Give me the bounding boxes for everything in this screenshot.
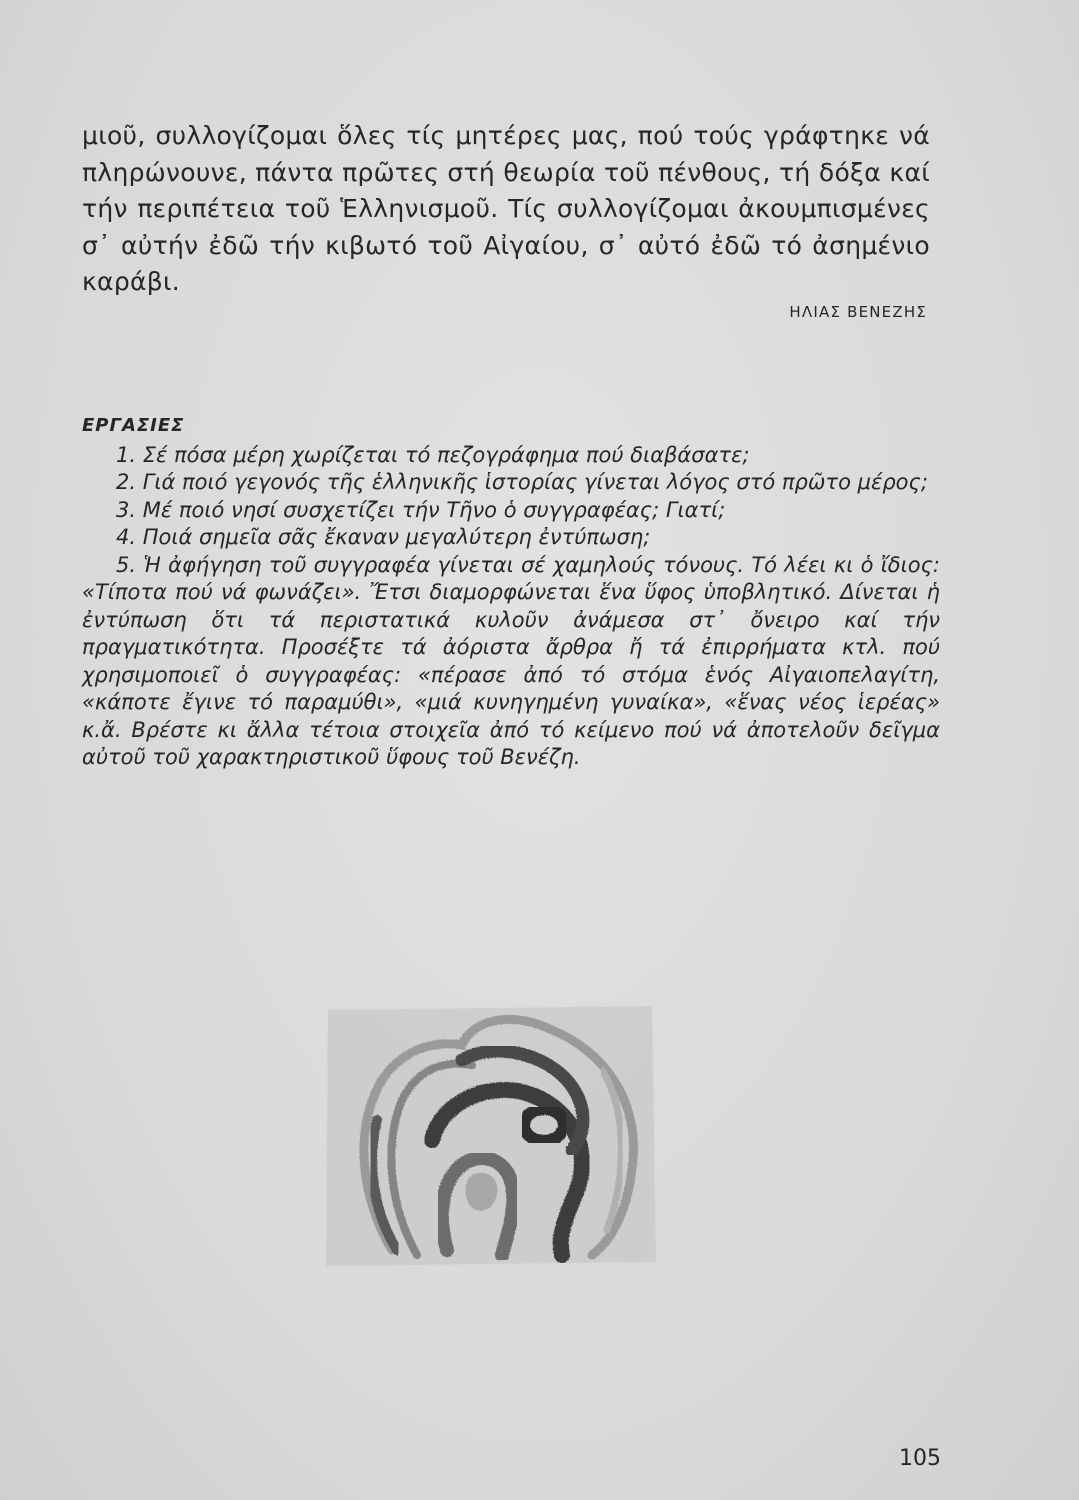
tasks-heading: ΕΡΓΑΣΙΕΣ	[82, 415, 185, 436]
tasks-list	[82, 442, 940, 772]
tasks-section	[82, 412, 940, 772]
abstract-illustration-svg	[322, 1000, 658, 1270]
task-item-2: 2. Γιά ποιό γεγονός τῆς ἑλληνικῆς ἱστορίας γίνεται λόγος στό πρῶτο μέρος;	[116, 470, 928, 494]
task-item-3: 3. Μέ ποιό νησί συσχετίζει τήν Τῆνο ὁ συγγραφέας; Γιατί;	[116, 497, 726, 522]
task-item-5: 5. Ἡ ἀφήγηση τοῦ συγγραφέα γίνεται σέ χαμηλούς τόνους. Τό λέει κι ὁ ἴδιος: «Τίποτα πού νά φωνάζει». Ἔτσι διαμορφώνεται ἕνα ὕφος ὑποβλητικό. Δίνεται ἡ ἐντύπωση ὅτι τά περιστατικά κυλοῦν ἀνάμεσα στ᾽ ὄνειρο καί τήν πραγματικότητα. Προσέξτε τά ἀόριστα ἄρθρα ἤ τά ἐπιρρήματα κτλ. πού χρησιμοποιεῖ ὁ συγγραφέας: «πέρασε ἀπό τό στόμα ἑνός Αἰγαιοπελαγίτη, «κάποτε ἔγινε τό παραμύθι», «μιά κυνηγημένη γυναίκα», «ἕνας νέος ἱερέας» κ.ἄ. Βρέστε κι ἄλλα τέτοια στοιχεῖα ἀπό τό κείμενο πού νά ἀποτελοῦν δεῖγμα αὐτοῦ τοῦ χαρακτηριστικοῦ ὕφους τοῦ Βενέζη.	[82, 552, 940, 769]
author-signature: ΗΛΙΑΣ ΒΕΝΕΖΗΣ	[789, 303, 927, 321]
abstract-illustration	[322, 1000, 658, 1270]
prose-passage	[82, 118, 930, 301]
page-number: 105	[899, 1446, 941, 1471]
prose-paragraph: μιοῦ, συλλογίζομαι ὅλες τίς μητέρες μας, πού τούς γράφτηκε νά πληρώνουνε, πάντα πρῶτες στή θεωρία τοῦ πένθους, τή δόξα καί τήν περιπέτεια τοῦ Ἑλληνισμοῦ. Τίς συλλογίζομαι ἀκουμπισμένες σ᾽ αὐτήν ἐδῶ τήν κιβωτό τοῦ Αἰγαίου, σ᾽ αὐτό ἐδῶ τό ἀσημένιο καράβι.	[82, 121, 930, 296]
task-item-4: 4. Ποιά σημεῖα σᾶς ἔκαναν μεγαλύτερη ἐντύπωση;	[116, 525, 651, 549]
task-item-1: 1. Σέ πόσα μέρη χωρίζεται τό πεζογράφημα πού διαβάσατε;	[116, 442, 750, 467]
